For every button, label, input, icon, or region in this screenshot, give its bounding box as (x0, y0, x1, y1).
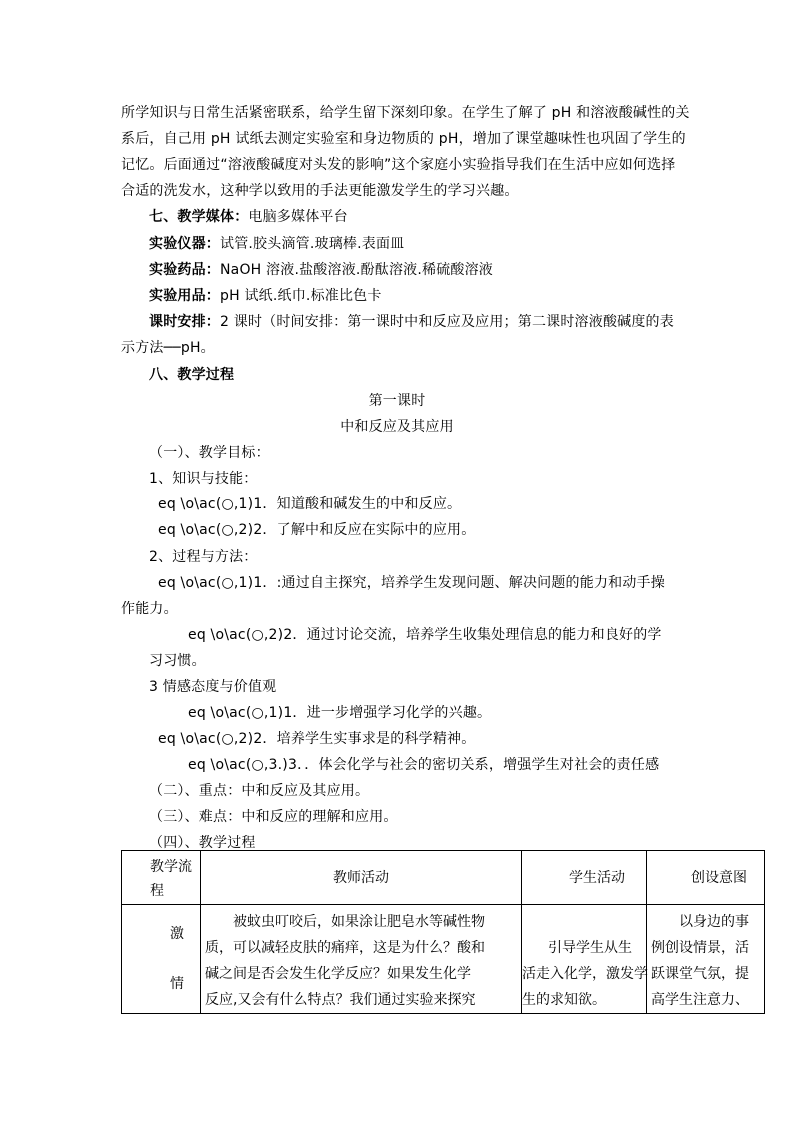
reagents-line (149, 260, 493, 280)
process-item: eq \o\ac(○,2)2．通过讨论交流，培养学生收集处理信息的能力和良好的学 (188, 627, 662, 643)
schedule-line (149, 312, 674, 332)
section-heading: 八、教学过程 (149, 367, 235, 383)
media-value: 电脑多媒体平台 (248, 209, 348, 225)
emotion-heading: 3 情感态度与价值观 (149, 679, 277, 695)
emotion-item: eq \o\ac(○,3.)3．．体会化学与社会的密切关系，增强学生对社会的责任感 (188, 757, 660, 773)
teaching-process-table (121, 850, 765, 1014)
schedule-value: 2 课时（时间安排：第一课时中和反应及应用；第二课时溶液酸碱度的表 (220, 314, 674, 330)
header-stage: 教学流 程 (122, 851, 201, 905)
emotion-item: eq \o\ac(○,1)1．进一步增强学习化学的兴趣。 (188, 705, 492, 721)
process-table-heading: （四）、教学过程 (149, 835, 256, 851)
schedule-label: 课时安排： (149, 314, 220, 330)
header-teacher: 教师活动 (201, 851, 522, 905)
process-heading: 2、过程与方法： (149, 549, 258, 565)
media-line (149, 207, 348, 227)
lesson-subtitle: 中和反应及其应用 (340, 419, 454, 435)
paragraph-line: 合适的洗发水，这种学以致用的手法更能激发学生的学习兴趣。 (121, 183, 519, 199)
emotion-item: eq \o\ac(○,2)2．培养学生实事求是的科学精神。 (158, 731, 476, 747)
reagents-label: 实验药品： (149, 262, 220, 278)
table-header-row (122, 851, 765, 905)
paragraph-line: 记忆。后面通过“溶液酸碱度对头发的影响”这个家庭小实验指导我们在生活中应如何选择 (121, 157, 676, 173)
paragraph-line: 所学知识与日常生活紧密联系，给学生留下深刻印象。在学生了解了 pH 和溶液酸碱性的关 (121, 105, 690, 121)
supplies-line (149, 286, 382, 306)
supplies-label: 实验用品： (149, 288, 220, 304)
knowledge-heading: 1、知识与技能： (149, 471, 258, 487)
student-activity-cell: 引导学生从生 活走入化学，激发学 生的求知欲。 (522, 905, 647, 1014)
lesson-title: 第一课时 (368, 393, 426, 409)
paragraph-line: 系后，自己用 pH 试纸去测定实验室和身边物质的 pH，增加了课堂趣味性也巩固了学生的 (121, 131, 686, 147)
media-label: 七、教学媒体： (149, 209, 249, 225)
supplies-value: pH 试纸.纸巾.标准比色卡 (220, 288, 382, 304)
schedule-continuation: 示方法──pH。 (121, 340, 215, 356)
instruments-line (149, 234, 404, 254)
process-item-continuation: 习习惯。 (149, 653, 206, 669)
header-student: 学生活动 (522, 851, 647, 905)
stage-cell: 激 情 (122, 905, 201, 1014)
intent-cell: 以身边的事 例创设情景，活 跃课堂气氛，提 高学生注意力、 (647, 905, 765, 1014)
table-row (122, 905, 765, 1014)
header-intent: 创设意图 (647, 851, 765, 905)
process-item: eq \o\ac(○,1)1．:通过自主探究，培养学生发现问题、解决问题的能力和动手操 (158, 575, 665, 591)
knowledge-item: eq \o\ac(○,2)2．了解中和反应在实际中的应用。 (158, 522, 476, 538)
instruments-value: 试管.胶头滴管.玻璃棒.表面皿 (220, 236, 405, 252)
instruments-label: 实验仪器： (149, 236, 220, 252)
objectives-heading: （一）、教学目标： (149, 445, 270, 461)
reagents-value: NaOH 溶液.盐酸溶液.酚酞溶液.稀硫酸溶液 (220, 262, 493, 278)
process-item-continuation: 作能力。 (121, 601, 178, 617)
difficulty: （三）、难点：中和反应的理解和应用。 (149, 809, 398, 825)
key-point: （二）、重点：中和反应及其应用。 (149, 783, 370, 799)
knowledge-item: eq \o\ac(○,1)1．知道酸和碱发生的中和反应。 (158, 496, 462, 512)
teacher-activity-cell: 被蚊虫叮咬后，如果涂让肥皂水等碱性物 质，可以减轻皮肤的痛痒，这是为什么？酸和 碱之间是否会发生化学反应？如果发生化学 反应,又会有什么特点？我们通过实验来探究 (201, 905, 522, 1014)
